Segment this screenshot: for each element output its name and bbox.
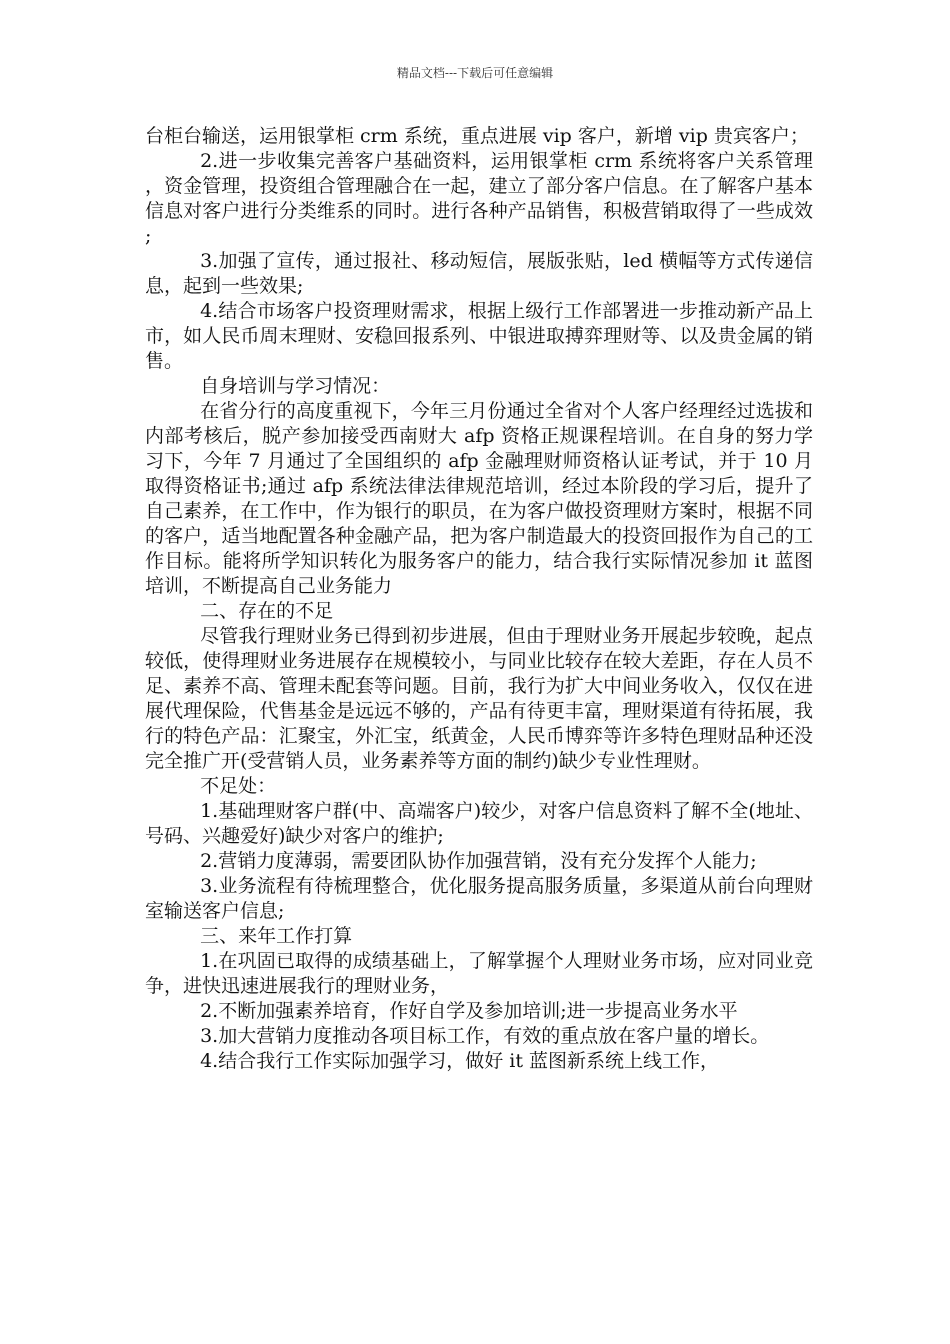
list-item: 2.不断加强素养培育，作好自学及参加培训;进一步提高业务水平 bbox=[200, 1000, 738, 1022]
paragraph: 3.加强了宣传，通过报社、移动短信，展版张贴，led 横幅等方式传递信息，起到一些效果; bbox=[145, 250, 813, 297]
section-heading: 二、存在的不足 bbox=[200, 600, 334, 622]
list-item: 4.结合我行工作实际加强学习，做好 it 蓝图新系统上线工作， bbox=[200, 1050, 720, 1072]
document-body bbox=[145, 124, 813, 1074]
paragraph: 台柜台输送，运用银掌柜 crm 系统，重点进展 vip 客户，新增 vip 贵宾客户； bbox=[145, 125, 809, 147]
list-item: 1.基础理财客户群(中、高端客户)较少，对客户信息资料了解不全(地址、号码、兴趣爱好)缺少对客户的维护; bbox=[145, 800, 813, 847]
paragraph: 4.结合市场客户投资理财需求，根据上级行工作部署进一步推动新产品上市，如人民币周末理财、安稳回报系列、中银进取搏弈理财等、以及贵金属的销售。 bbox=[145, 300, 813, 372]
list-item: 3.加大营销力度推动各项目标工作，有效的重点放在客户量的增长。 bbox=[200, 1025, 770, 1047]
section-heading: 自身培训与学习情况： bbox=[200, 375, 391, 397]
section-heading: 三、来年工作打算 bbox=[200, 925, 353, 947]
section-heading: 不足处： bbox=[200, 775, 277, 797]
list-item: 2.营销力度薄弱，需要团队协作加强营销，没有充分发挥个人能力; bbox=[200, 850, 757, 872]
list-item: 3.业务流程有待梳理整合，优化服务提高服务质量，多渠道从前台向理财室输送客户信息; bbox=[145, 875, 813, 922]
paragraph: 2.进一步收集完善客户基础资料，运用银掌柜 crm 系统将客户关系管理，资金管理，投资组合管理融合在一起，建立了部分客户信息。在了解客户基本信息对客户进行分类维系的同时。进行各种产品销售，积极营销取得了一些成效; bbox=[145, 150, 813, 247]
paragraph: 尽管我行理财业务已得到初步进展，但由于理财业务开展起步较晚，起点较低，使得理财业务进展存在规模较小，与同业比较存在较大差距，存在人员不足、素养不高、管理未配套等问题。目前，我行为扩大中间业务收入，仅仅在进展代理保险，代售基金是远远不够的，产品有待更丰富，理财渠道有待拓展，我行的特色产品：汇聚宝，外汇宝，纸黄金，人民币博弈等许多特色理财品种还没完全推广开(受营销人员，业务素养等方面的制约)缺少专业性理财。 bbox=[145, 625, 813, 772]
page-header: 精品文档---下载后可任意编辑 bbox=[396, 66, 554, 80]
paragraph: 在省分行的高度重视下，今年三月份通过全省对个人客户经理经过选拔和内部考核后，脱产参加接受西南财大 afp 资格正规课程培训。在自身的努力学习下，今年 7 月通过了全国组织的 afp 金融理财师资格认证考试，并于 10 月取得资格证书;通过 afp 系统法律法律规范培训，经过本阶段的学习后，提升了自己素养，在工作中，作为银行的职员，在为客户做投资理财方案时，根据不同的客户，适当地配置各种金融产品，把为客户制造最大的投资回报作为自己的工作目标。能将所学知识转化为服务客户的能力，结合我行实际情况参加 it 蓝图培训，不断提高自己业务能力 bbox=[145, 400, 813, 597]
list-item: 1.在巩固已取得的成绩基础上，了解掌握个人理财业务市场，应对同业竞争，进快迅速进展我行的理财业务， bbox=[145, 950, 813, 997]
